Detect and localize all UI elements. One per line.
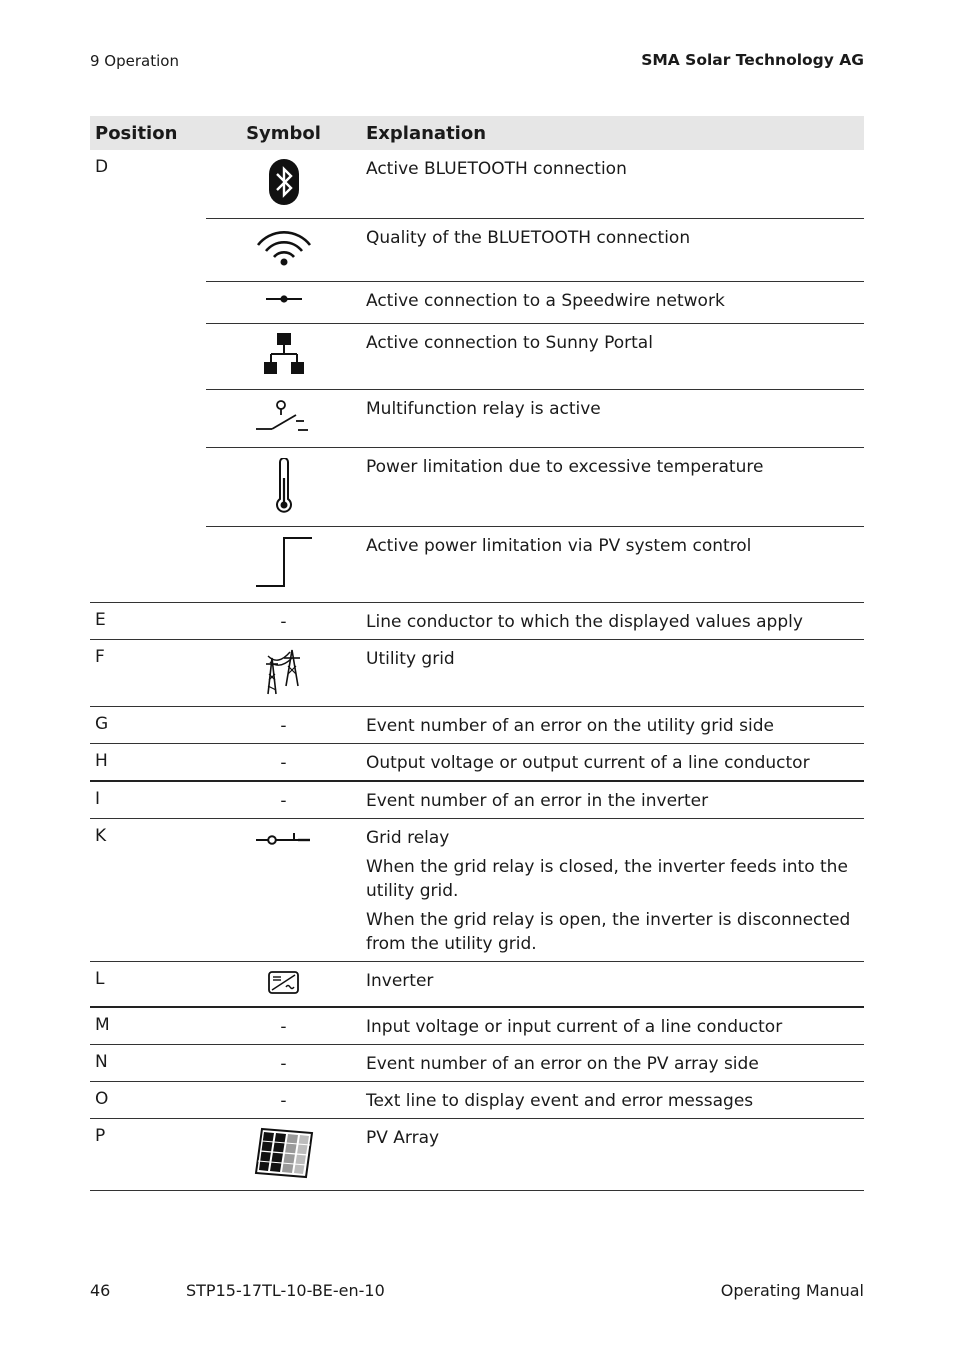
position-cell: G [90,706,206,743]
explanation-text: Line conductor to which the displayed values apply [366,611,803,632]
symbol-table [90,116,864,1191]
document-title: Operating Manual [720,1281,864,1300]
table-row [90,389,864,447]
multifunction-relay-icon [254,399,314,435]
table-row [90,781,864,819]
position-cell: P [90,1119,206,1191]
explanation-text: Event number of an error in the inverter [366,790,709,811]
signal-quality-icon [254,227,314,267]
symbol-dash: - [280,611,287,632]
explanation-text: When the grid relay is open, the inverter is disconnected from the utility grid. [366,909,851,954]
symbol-header: Symbol [206,116,361,150]
table-row [90,743,864,781]
table-row [90,1082,864,1119]
position-cell: D [95,157,109,177]
bluetooth-icon [266,157,302,209]
position-cell: H [90,743,206,781]
explanation-text: Active connection to Sunny Portal [366,332,653,353]
position-header: Position [90,116,206,150]
explanation-header: Explanation [361,116,864,150]
table-row [90,281,864,323]
table-row [90,218,864,281]
explanation-text: PV Array [366,1128,440,1148]
explanation-text: Power limitation due to excessive temperature [366,456,764,477]
grid-relay-icon [254,828,314,848]
table-row [90,526,864,602]
position-cell: N [90,1045,206,1082]
explanation-text: Active BLUETOOTH connection [366,159,627,179]
explanation-text: Inverter [366,970,434,991]
explanation-text: Quality of the BLUETOOTH connection [366,227,691,248]
pv-array-icon [254,1127,314,1179]
explanation-text: Output voltage or output current of a line conductor [366,752,810,773]
table-row [90,323,864,389]
symbol-dash: - [280,1054,287,1074]
utility-grid-icon [264,646,304,696]
position-cell: O [90,1082,206,1119]
explanation-text: When the grid relay is closed, the inverter feeds into the utility grid. [366,856,848,901]
explanation-text: Event number of an error on the PV array side [366,1054,759,1074]
explanation-text: Multifunction relay is active [366,398,601,419]
company-name: SMA Solar Technology AG [641,51,864,69]
explanation-text: Event number of an error on the utility grid side [366,715,774,736]
table-row [90,150,864,218]
table-row [90,961,864,1007]
table-row [90,706,864,743]
network-tree-icon [263,332,305,376]
explanation-text: Active power limitation via PV system control [366,535,752,556]
symbol-dash: - [280,790,287,811]
symbol-dash: - [280,715,287,736]
chapter-heading: 9 Operation [90,52,179,70]
table-row [90,1119,864,1191]
position-cell: K [90,818,206,961]
table-row [90,1045,864,1082]
symbol-dash: - [280,1091,287,1111]
table-row [90,602,864,639]
symbol-dash: - [280,752,287,773]
position-cell: I [90,781,206,819]
speedwire-icon [264,289,304,309]
document-id: STP15-17TL-10-BE-en-10 [186,1281,385,1300]
symbol-dash: - [280,1017,287,1037]
page-number: 46 [90,1281,111,1300]
position-cell: M [90,1007,206,1045]
position-cell: L [90,961,206,1007]
thermometer-icon [274,458,294,514]
explanation-text: Grid relay [366,827,450,848]
table-row [90,1007,864,1045]
table-row [90,818,864,961]
power-step-icon [254,536,314,590]
position-cell: E [90,602,206,639]
explanation-text: Input voltage or input current of a line conductor [366,1017,783,1037]
inverter-icon [267,970,301,996]
explanation-text: Text line to display event and error messages [366,1091,754,1111]
explanation-text: Active connection to a Speedwire network [366,290,725,311]
explanation-text: Utility grid [366,648,455,669]
table-row [90,447,864,526]
table-header-row [90,116,864,150]
position-cell: F [90,639,206,706]
table-row [90,639,864,706]
